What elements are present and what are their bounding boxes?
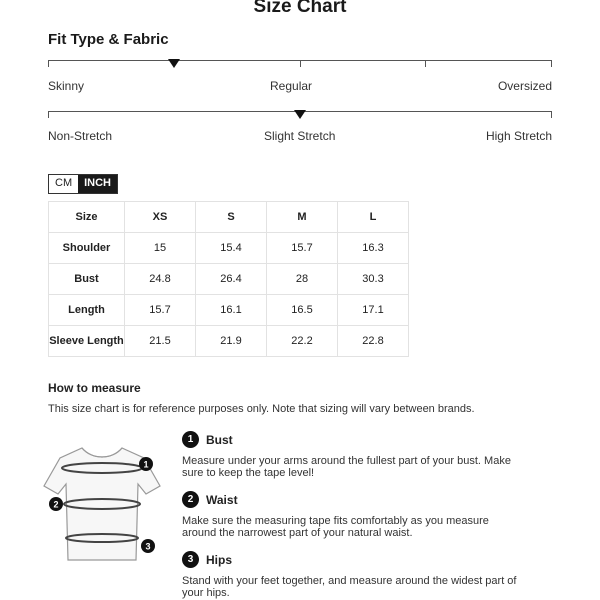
step-name: Hips xyxy=(206,552,233,567)
table-cell: 22.8 xyxy=(338,326,409,357)
scale-tick xyxy=(48,60,49,67)
step-name: Waist xyxy=(206,492,238,507)
scale-tick xyxy=(300,60,301,67)
table-cell: 15.4 xyxy=(196,233,267,264)
table-cell: 15.7 xyxy=(267,233,338,264)
marker-1-label: 1 xyxy=(143,459,149,470)
how-to-measure-title: How to measure xyxy=(48,381,141,395)
marker-3-label: 3 xyxy=(145,541,151,552)
step-hips xyxy=(182,551,522,599)
stretch-label-high: High Stretch xyxy=(485,129,552,143)
step-number-badge: 2 xyxy=(182,491,199,508)
table-cell: 15.7 xyxy=(125,295,196,326)
table-cell: 22.2 xyxy=(267,326,338,357)
table-row xyxy=(49,233,409,264)
table-cell: 16.5 xyxy=(267,295,338,326)
row-label: Shoulder xyxy=(49,233,125,264)
fit-section-title: Fit Type & Fabric xyxy=(48,31,169,48)
table-header-cell: S xyxy=(196,202,267,233)
table-cell: 26.4 xyxy=(196,264,267,295)
table-row xyxy=(49,326,409,357)
step-number-badge: 3 xyxy=(182,551,199,568)
marker-2-label: 2 xyxy=(53,499,59,510)
table-cell: 24.8 xyxy=(125,264,196,295)
table-row xyxy=(49,264,409,295)
table-cell: 21.5 xyxy=(125,326,196,357)
table-cell: 30.3 xyxy=(338,264,409,295)
scale-tick xyxy=(551,111,552,118)
scale-tick xyxy=(551,60,552,67)
step-number-badge: 1 xyxy=(182,431,199,448)
row-label: Length xyxy=(49,295,125,326)
stretch-label-slight: Slight Stretch xyxy=(264,129,336,143)
fit-marker-icon xyxy=(168,59,180,68)
scale-tick xyxy=(48,111,49,118)
row-label: Sleeve Length xyxy=(49,326,125,357)
table-header-row xyxy=(49,202,409,233)
stretch-scale xyxy=(48,111,552,121)
how-to-measure-note: This size chart is for reference purposes only. Note that sizing will vary between brands. xyxy=(48,403,475,415)
step-description: Make sure the measuring tape fits comfortably as you measure around the narrowest part of your natural waist. xyxy=(182,515,489,539)
unit-cm-button[interactable]: CM xyxy=(55,177,73,189)
size-table xyxy=(48,201,409,357)
t-shirt-icon xyxy=(40,438,170,568)
step-description: Stand with your feet together, and measure around the widest part of your hips. xyxy=(182,575,517,599)
table-header-cell: M xyxy=(267,202,338,233)
unit-toggle xyxy=(48,174,118,194)
fit-type-scale xyxy=(48,60,552,70)
fit-label-skinny: Skinny xyxy=(48,79,85,93)
table-header-cell: L xyxy=(338,202,409,233)
fit-label-oversized: Oversized xyxy=(497,79,552,93)
step-name: Bust xyxy=(206,432,233,447)
table-cell: 17.1 xyxy=(338,295,409,326)
stretch-label-non: Non-Stretch xyxy=(48,129,113,143)
table-header-cell: Size xyxy=(49,202,125,233)
table-cell: 21.9 xyxy=(196,326,267,357)
table-cell: 16.1 xyxy=(196,295,267,326)
step-bust xyxy=(182,431,522,479)
step-waist xyxy=(182,491,522,539)
fit-label-regular: Regular xyxy=(270,79,313,93)
row-label: Bust xyxy=(49,264,125,295)
stretch-marker-icon xyxy=(294,110,306,119)
unit-inch-button[interactable]: INCH xyxy=(78,175,117,193)
table-header-cell: XS xyxy=(125,202,196,233)
scale-tick xyxy=(425,60,426,67)
table-cell: 28 xyxy=(267,264,338,295)
table-cell: 16.3 xyxy=(338,233,409,264)
step-description: Measure under your arms around the fullest part of your bust. Make sure to keep the tape level! xyxy=(182,455,511,479)
table-row xyxy=(49,295,409,326)
table-cell: 15 xyxy=(125,233,196,264)
page-title: Size Chart xyxy=(253,0,347,17)
